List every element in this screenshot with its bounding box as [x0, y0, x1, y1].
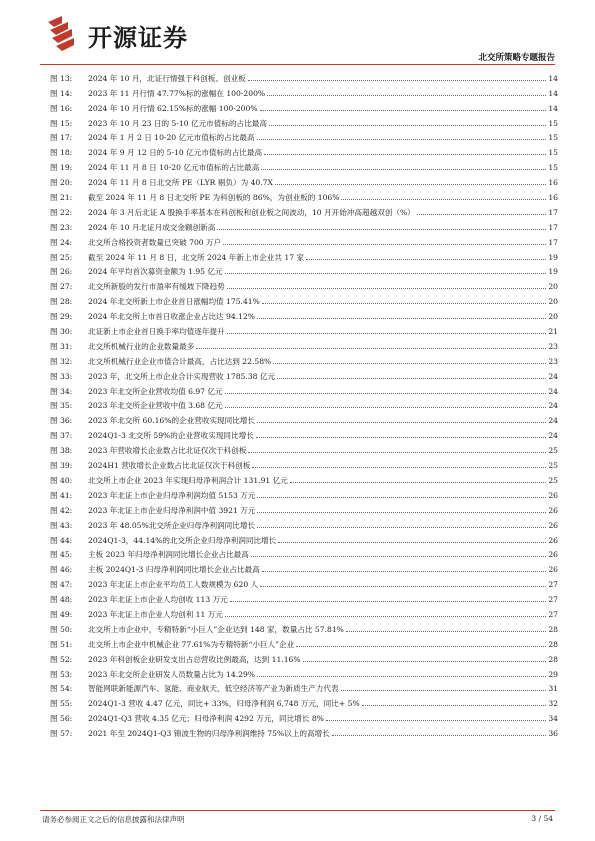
dot-leader [257, 139, 547, 140]
figure-label: 图 13: [50, 73, 73, 83]
page-ref: 19 [548, 252, 558, 262]
figure-label: 图 55: [50, 699, 73, 709]
figure-caption: 北交所机械行业企业市值合计最高，占比达到 22.58% [88, 356, 272, 366]
dot-leader [256, 437, 547, 438]
dot-leader [251, 556, 546, 557]
toc-entry[interactable] [50, 366, 558, 381]
figure-caption: 北证新上市企业首日换手率均值逐年提升 [88, 327, 225, 337]
figure-label: 图 19: [50, 163, 73, 173]
page-ref: 24 [548, 371, 558, 381]
figure-caption: 北交所合格投资者数量已突破 700 万户 [88, 237, 222, 247]
dot-leader [225, 273, 547, 274]
figure-label: 图 29: [50, 312, 73, 322]
page-ref: 28 [548, 624, 558, 634]
figure-label: 图 54: [50, 684, 73, 694]
toc-entry[interactable] [50, 247, 558, 262]
dot-leader [290, 482, 546, 483]
figure-caption: 北交所上市企业中，专精特新“小巨人”企业达到 148 家，数量占比 57.81% [88, 624, 344, 634]
figure-label: 图 25: [50, 252, 73, 262]
dot-leader [269, 125, 546, 126]
page-ref: 23 [548, 341, 558, 351]
figure-caption: 主板 2024Q1-3 归母净利润同比增长企业占比最高 [88, 565, 260, 575]
figure-caption: 2024 年 3 月后北证 A 股换手率基本在科创板和创业板之间波动，10 月开始冲高超越双创（%） [88, 207, 415, 217]
figure-caption: 2023 年北交所 60.16%的企业营收实现同比增长 [88, 416, 256, 426]
figure-label: 图 30: [50, 327, 73, 337]
figure-caption: 2024 年 9 月 12 日的 5-10 亿元市值标的占比最高 [88, 148, 263, 158]
dot-leader [257, 497, 546, 498]
page-ref: 16 [548, 193, 558, 203]
figure-caption: 2023 年，北交所上市企业合计实现营收 1785.38 亿元 [88, 371, 276, 381]
report-title: 北交所策略专题报告 [478, 53, 555, 63]
toc-entry[interactable] [50, 574, 558, 589]
figure-caption: 2023 年 10 月 23 日的 5-10 亿元市值标的占比最高 [88, 118, 267, 128]
figure-label: 图 38: [50, 446, 73, 456]
figure-label: 图 24: [50, 237, 73, 247]
figure-caption: 2023 年 11 月行情 47.77%标的涨幅在 100-200% [88, 88, 266, 98]
figure-label: 图 56: [50, 714, 73, 724]
figure-label: 图 15: [50, 118, 73, 128]
figure-label: 图 34: [50, 386, 73, 396]
toc-entry[interactable] [50, 336, 558, 351]
figure-label: 图 20: [50, 178, 73, 188]
dot-leader [227, 288, 547, 289]
toc-entry[interactable] [50, 589, 558, 604]
toc-entry[interactable] [50, 291, 558, 306]
dot-leader [346, 631, 546, 632]
page-ref: 25 [548, 461, 558, 471]
toc-entry[interactable] [50, 485, 558, 500]
figure-caption: 2023 年北证上市企业人均创利 11 万元 [88, 609, 223, 619]
page-ref: 26 [548, 505, 558, 515]
page-ref: 17 [548, 222, 558, 232]
figure-caption: 2021 年至 2024Q1-Q3 锦波生物的归母净利润维持 75%以上的高增长 [88, 729, 330, 739]
dot-leader [267, 95, 546, 96]
toc-entry[interactable] [50, 142, 558, 157]
figure-label: 图 48: [50, 595, 73, 605]
page-ref: 26 [548, 565, 558, 575]
toc-entry[interactable] [50, 128, 558, 143]
figure-caption: 2023 年北交所企业营收中值 3.68 亿元 [88, 401, 223, 411]
toc-entry[interactable] [50, 232, 558, 247]
toc-entry[interactable] [50, 708, 558, 723]
figure-label: 图 43: [50, 520, 73, 530]
figure-caption: 2024Q1-3 营收 4.47 亿元，同比+ 33%，归母净利润 6,748 万元，同比+ 5% [88, 699, 360, 709]
page-ref: 14 [548, 103, 558, 113]
dot-leader [257, 318, 546, 319]
page-ref: 14 [548, 73, 558, 83]
toc-entry[interactable] [50, 425, 558, 440]
figure-label: 图 18: [50, 148, 73, 158]
toc-entry[interactable] [50, 321, 558, 336]
page-ref: 27 [548, 580, 558, 590]
figure-caption: 主板 2023 年归母净利润同比增长企业占比最高 [88, 550, 249, 560]
figure-caption: 2024 年北交所新上市企业首日涨幅均值 175.41% [88, 297, 260, 307]
page-ref: 17 [548, 207, 558, 217]
toc-entry[interactable] [50, 634, 558, 649]
figure-caption: 2023 年北交所企业营收均值 6.97 亿元 [88, 386, 223, 396]
figure-label: 图 44: [50, 535, 73, 545]
dot-leader [277, 378, 546, 379]
figure-label: 图 50: [50, 624, 73, 634]
page-ref: 24 [548, 416, 558, 426]
page-ref: 15 [548, 133, 558, 143]
page-ref: 21 [548, 327, 558, 337]
toc-entry[interactable] [50, 619, 558, 634]
kaiyuan-logo-icon [42, 14, 82, 54]
figure-caption: 2023 年北证上市企业归母净利润均值 5153 万元 [88, 490, 256, 500]
figure-label: 图 49: [50, 609, 73, 619]
toc-entry[interactable] [50, 83, 558, 98]
figure-caption: 2023 年科创板企业研发支出占总营收比例最高，达到 11.16% [88, 654, 301, 664]
page-ref: 14 [548, 88, 558, 98]
figure-label: 图 36: [50, 416, 73, 426]
figure-caption: 2024 年 11 月 8 日北交所 PE（LYR 剔负）为 40.7X [88, 178, 273, 188]
figure-caption: 2024Q1-Q3 营收 4.35 亿元；归母净利润 4292 万元，同比增长 8% [88, 714, 324, 724]
toc-entry[interactable] [50, 98, 558, 113]
dot-leader [225, 616, 546, 617]
toc-entry[interactable] [50, 157, 558, 172]
dot-leader [257, 422, 546, 423]
figure-caption: 截至 2024 年 11 月 8 日，北交所 2024 年新上市企业共 17 家 [88, 252, 305, 262]
figure-label: 图 40: [50, 475, 73, 485]
toc-entry[interactable] [50, 649, 558, 664]
brand-name: 开源证券 [88, 24, 188, 52]
page-ref: 23 [548, 356, 558, 366]
toc-entry[interactable] [50, 515, 558, 530]
dot-leader [362, 705, 547, 706]
footer-divider [40, 810, 555, 811]
dot-leader [273, 363, 546, 364]
page-ref: 15 [548, 163, 558, 173]
dot-leader [230, 601, 547, 602]
page-ref: 15 [548, 118, 558, 128]
dot-leader [326, 720, 546, 721]
dot-leader [262, 571, 547, 572]
figure-caption: 北交所机械行业的企业数量最多 [88, 341, 195, 351]
dot-leader [417, 214, 547, 215]
toc-entry[interactable] [50, 455, 558, 470]
toc-entry[interactable] [50, 470, 558, 485]
figure-label: 图 16: [50, 103, 73, 113]
figure-caption: 2024 年 11 月 8 日 10-20 亿元市值标的占比最高 [88, 163, 260, 173]
dot-leader [257, 676, 546, 677]
figure-label: 图 46: [50, 565, 73, 575]
page-ref: 15 [548, 148, 558, 158]
dot-leader [248, 80, 547, 81]
dot-leader [261, 169, 546, 170]
figure-label: 图 31: [50, 341, 73, 351]
toc-entry[interactable] [50, 604, 558, 619]
dot-leader [303, 661, 547, 662]
toc-entry[interactable] [50, 381, 558, 396]
page-ref: 28 [548, 639, 558, 649]
page-ref: 24 [548, 401, 558, 411]
toc-entry[interactable] [50, 723, 558, 738]
figure-label: 图 37: [50, 431, 73, 441]
page-ref: 24 [548, 386, 558, 396]
toc-entry[interactable] [50, 679, 558, 694]
page-ref: 27 [548, 595, 558, 605]
page-ref: 28 [548, 654, 558, 664]
figure-label: 图 23: [50, 222, 73, 232]
toc-entry[interactable] [50, 172, 558, 187]
toc-entry[interactable] [50, 410, 558, 425]
dot-leader [341, 199, 546, 200]
dot-leader [296, 646, 546, 647]
dot-leader [341, 690, 547, 691]
figure-caption: 北交所上市企业 2023 年实现归母净利润合计 131.91 亿元 [88, 475, 288, 485]
dot-leader [262, 303, 546, 304]
figure-label: 图 14: [50, 88, 73, 98]
figure-label: 图 52: [50, 654, 73, 664]
figure-caption: 2024Q1-3，44.14%的北交所企业归母净利润同比增长 [88, 535, 277, 545]
page-ref: 26 [548, 535, 558, 545]
figure-label: 图 26: [50, 267, 73, 277]
figure-caption: 2024H1 营收增长企业数占比北证仅次于科创板 [88, 461, 251, 471]
dot-leader [257, 512, 546, 513]
figure-label: 图 17: [50, 133, 73, 143]
dot-leader [227, 333, 547, 334]
figure-caption: 2023 年 48.05%北交所企业归母净利润同比增长 [88, 520, 256, 530]
figure-caption: 2024 年 1 月 2 日 10-20 亿元市值标的占比最高 [88, 133, 255, 143]
toc-entry[interactable] [50, 262, 558, 277]
figure-caption: 2024 年 10 月北证月成交金额创新高 [88, 222, 216, 232]
toc-entry[interactable] [50, 202, 558, 217]
figure-label: 图 33: [50, 371, 73, 381]
page-ref: 34 [548, 714, 558, 724]
dot-leader [306, 259, 546, 260]
toc-entry[interactable] [50, 440, 558, 455]
toc-entry[interactable] [50, 559, 558, 574]
figure-caption: 2023 年北证上市企业平均员工人数规模为 620 人 [88, 580, 259, 590]
dot-leader [275, 184, 546, 185]
dot-leader [332, 735, 547, 736]
dot-leader [196, 348, 546, 349]
page-ref: 16 [548, 178, 558, 188]
page-ref: 32 [548, 699, 558, 709]
toc-entry[interactable] [50, 187, 558, 202]
figure-label: 图 42: [50, 505, 73, 515]
figure-label: 图 41: [50, 490, 73, 500]
dot-leader [257, 527, 546, 528]
page-ref: 25 [548, 446, 558, 456]
page-ref: 26 [548, 490, 558, 500]
page-ref: 19 [548, 267, 558, 277]
toc-entry[interactable] [50, 530, 558, 545]
toc-entry[interactable] [50, 664, 558, 679]
dot-leader [217, 229, 546, 230]
figure-caption: 2024 年平均首次募资金额为 1.95 亿元 [88, 267, 223, 277]
header-divider [40, 64, 555, 65]
figure-label: 图 27: [50, 282, 73, 292]
figure-caption: 2023 年营收增长企业数占比北证仅次于科创板 [88, 446, 247, 456]
page-ref: 17 [548, 237, 558, 247]
page-ref: 25 [548, 475, 558, 485]
page-number: 3 / 54 [531, 814, 553, 823]
figure-index [50, 68, 558, 738]
dot-leader [225, 407, 547, 408]
figure-caption: 2024 年北交所上市首日收涨企业占比达 94.12% [88, 312, 256, 322]
toc-entry[interactable] [50, 693, 558, 708]
figure-caption: 2023 年北证上市企业人均创收 113 万元 [88, 595, 228, 605]
toc-entry[interactable] [50, 396, 558, 411]
page-ref: 20 [548, 282, 558, 292]
figure-caption: 2024 年 10 月行情 62.15%标的涨幅 100-200% [88, 103, 258, 113]
toc-entry[interactable] [50, 306, 558, 321]
dot-leader [264, 154, 546, 155]
page-ref: 20 [548, 297, 558, 307]
figure-label: 图 28: [50, 297, 73, 307]
toc-entry[interactable] [50, 68, 558, 83]
page-ref: 31 [548, 684, 558, 694]
dot-leader [252, 467, 546, 468]
dot-leader [278, 542, 546, 543]
page-ref: 36 [548, 729, 558, 739]
toc-entry[interactable] [50, 113, 558, 128]
figure-label: 图 39: [50, 461, 73, 471]
figure-caption: 智能网联新能源汽车、氢能、商业航天、低空经济等产业为新质生产力代表 [88, 684, 339, 694]
page-header [0, 0, 595, 68]
page-ref: 26 [548, 550, 558, 560]
dot-leader [248, 452, 546, 453]
toc-entry[interactable] [50, 500, 558, 515]
figure-caption: 北交所新股的发行市盈率有缓坡下降趋势 [88, 282, 225, 292]
figure-label: 图 45: [50, 550, 73, 560]
figure-label: 图 35: [50, 401, 73, 411]
dot-leader [223, 244, 546, 245]
toc-entry[interactable] [50, 276, 558, 291]
figure-label: 图 53: [50, 669, 73, 679]
figure-caption: 北交所上市企业中机械企业 77.61%为专精特新“小巨人”企业 [88, 639, 295, 649]
page-ref: 20 [548, 312, 558, 322]
figure-caption: 2023 年北证上市企业归母净利润中值 3921 万元 [88, 505, 256, 515]
figure-caption: 2024 年 10 月，北证行情强于科创板、创业板 [88, 73, 246, 83]
figure-caption: 截至 2024 年 11 月 8 日北交所 PE 为科创板的 86%，为创业板的 106% [88, 193, 340, 203]
dot-leader [260, 110, 547, 111]
page-ref: 26 [548, 520, 558, 530]
figure-label: 图 51: [50, 639, 73, 649]
page-ref: 24 [548, 431, 558, 441]
disclaimer-note: 请务必参阅正文之后的信息披露和法律声明 [42, 815, 185, 824]
figure-caption: 2024Q1-3 北交所 59%的企业营收实现同比增长 [88, 431, 254, 441]
figure-label: 图 32: [50, 356, 73, 366]
figure-label: 图 47: [50, 580, 73, 590]
dot-leader [260, 586, 546, 587]
toc-entry[interactable] [50, 217, 558, 232]
toc-entry[interactable] [50, 545, 558, 560]
dot-leader [225, 393, 547, 394]
toc-entry[interactable] [50, 351, 558, 366]
figure-label: 图 22: [50, 207, 73, 217]
figure-caption: 2023 年北交所企业研发人员数量占比为 14.29% [88, 669, 256, 679]
page-ref: 27 [548, 609, 558, 619]
figure-label: 图 21: [50, 193, 73, 203]
page-ref: 29 [548, 669, 558, 679]
figure-label: 图 57: [50, 729, 73, 739]
